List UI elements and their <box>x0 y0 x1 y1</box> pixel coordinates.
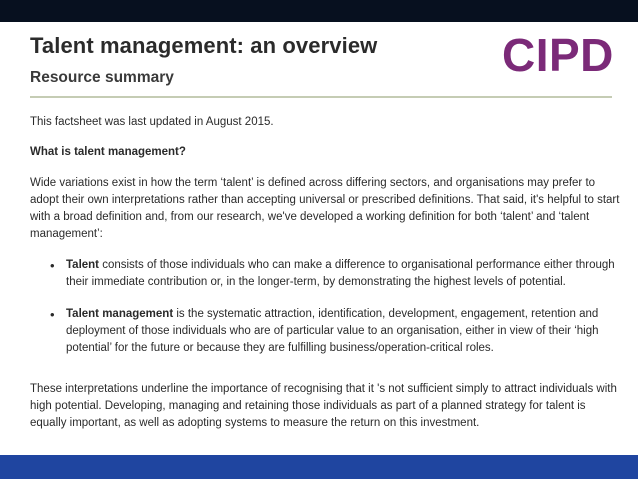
page-title: Talent management: an overview <box>30 33 378 58</box>
document-page <box>0 22 638 455</box>
bullet-icon: • <box>50 307 55 322</box>
cipd-logo: CIPD <box>502 29 614 81</box>
updated-note: This factsheet was last updated in August 2015. <box>30 116 274 128</box>
bottom-blue-bar <box>0 455 638 479</box>
definition-term: Talent <box>66 259 100 271</box>
section-heading: What is talent management? <box>30 146 186 158</box>
page-subtitle: Resource summary <box>30 69 174 86</box>
list-item <box>50 257 620 291</box>
bullet-icon: • <box>50 258 55 273</box>
definition-text: is the systematic attraction, identification, development, engagement, retention and deployment of those individuals who are of particular value to an organisation, either in view of their ‘high potential’ for the future or because they are fulfilling business/operation-critical roles. <box>66 308 599 354</box>
list-item <box>50 306 620 357</box>
definition-term: Talent management <box>66 308 174 320</box>
definition-text: consists of those individuals who can make a difference to organisational performance either through their immediate contribution or, in the longer-term, by demonstrating the highest levels of potential. <box>66 259 615 288</box>
header-divider <box>30 96 612 98</box>
definition-list <box>50 257 620 357</box>
closing-paragraph: These interpretations underline the importance of recognising that it 's not sufficient simply to attract individuals with high potential. Developing, managing and retaining those individuals as part of a planned strategy for talent is equally important, as well as adopting systems to measure the return on this investment. <box>30 383 617 429</box>
top-dark-bar <box>0 0 638 22</box>
intro-paragraph: Wide variations exist in how the term ‘talent’ is defined across differing sectors, and organisations may prefer to adopt their own interpretations rather than accepting universal or prescribed definitions. That said, it's helpful to start with a broad definition and, from our research, we've developed a working definition for both ‘talent’ and ‘talent management’: <box>30 177 620 240</box>
